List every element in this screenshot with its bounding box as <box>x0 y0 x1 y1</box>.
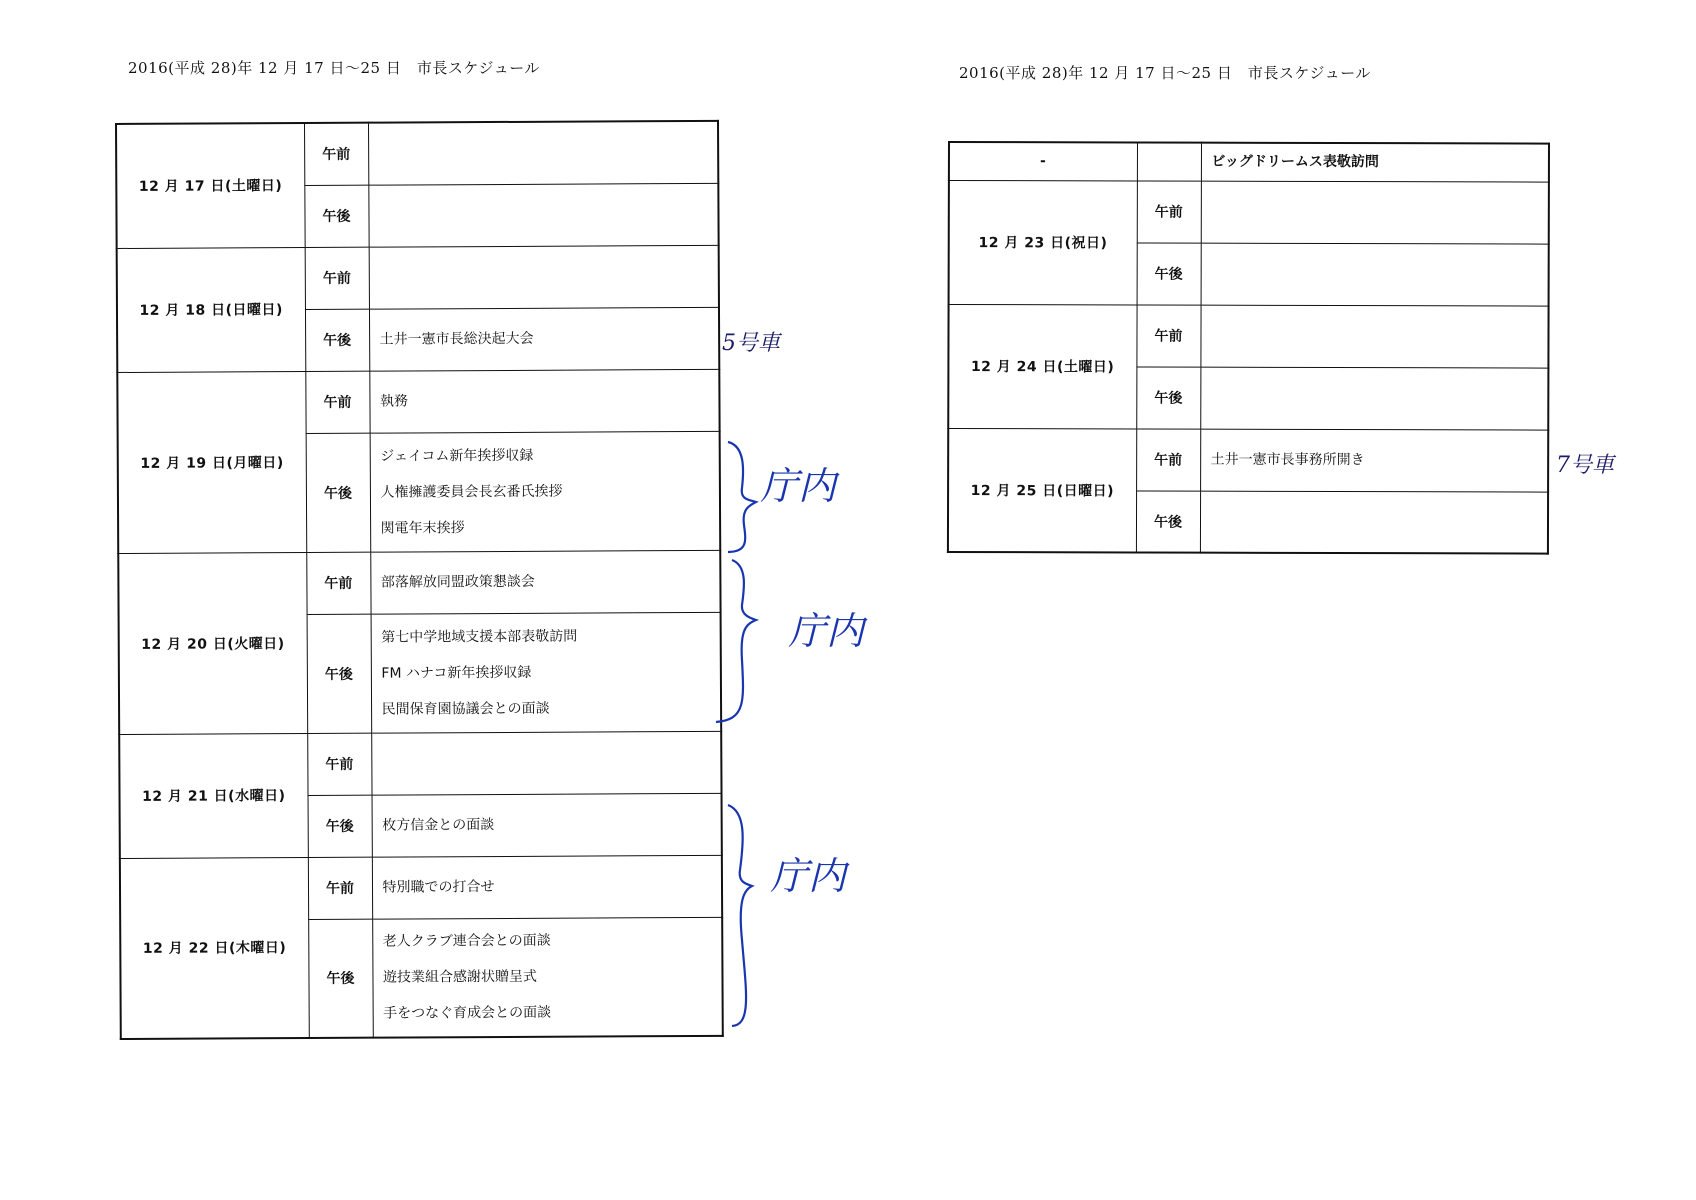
period-am: 午前 <box>305 371 369 433</box>
event-item: 土井一憲市長事務所開き <box>1210 451 1365 469</box>
event-item: 特別職での打合せ <box>382 879 495 896</box>
period-am: 午前 <box>306 552 370 614</box>
period-pm: 午後 <box>1136 490 1200 552</box>
handwritten-note-office-3: 庁内 <box>770 854 847 898</box>
brace-3 <box>728 805 752 1026</box>
table-row <box>117 369 719 434</box>
period-am: 午前 <box>308 857 372 919</box>
handwritten-note-car5: 5号車 <box>722 331 780 356</box>
table-row <box>949 180 1549 244</box>
table-row <box>120 855 722 920</box>
date-cell: 12 月 24 日(土曜日) <box>948 304 1136 428</box>
events-cell <box>372 917 723 1038</box>
events-cell <box>372 855 722 919</box>
table-row <box>949 142 1549 182</box>
period-pm: 午後 <box>307 614 372 733</box>
events-cell <box>370 431 721 552</box>
event-item: 枚方信金との面談 <box>382 817 495 834</box>
table-row <box>948 428 1548 492</box>
event-item: 執務 <box>379 393 409 410</box>
period-am: 午前 <box>304 123 368 185</box>
date-cell: - <box>949 142 1137 180</box>
date-cell: 12 月 19 日(月曜日) <box>117 371 306 553</box>
period-pm: 午後 <box>1137 242 1201 304</box>
event-item: 民間保育園協議会との面談 <box>381 700 550 718</box>
event-item: 関電年末挨拶 <box>380 519 465 537</box>
table-row <box>116 121 718 186</box>
events-cell <box>1200 429 1548 492</box>
date-cell: 12 月 18 日(日曜日) <box>117 247 306 372</box>
period-pm: 午後 <box>308 919 373 1038</box>
date-cell: 12 月 21 日(水曜日) <box>119 733 308 858</box>
events-cell <box>369 245 719 309</box>
schedule-table-left <box>115 120 724 1040</box>
period-am: 午前 <box>1137 180 1201 242</box>
events-cell <box>1201 243 1549 306</box>
period-pm: 午後 <box>1136 366 1200 428</box>
event-item: 人権擁護委員会長玄番氏挨拶 <box>380 483 563 501</box>
period-pm: 午後 <box>308 795 372 857</box>
event-item: 手をつなぐ育成会との面談 <box>383 1004 552 1022</box>
period-am: 午前 <box>1136 428 1200 490</box>
period-am: 午前 <box>1136 304 1200 366</box>
date-cell: 12 月 23 日(祝日) <box>949 180 1137 304</box>
period-am: 午前 <box>307 733 371 795</box>
handwritten-note-car7: 7号車 <box>1556 453 1614 478</box>
event-item: ビッグドリームス表敬訪問 <box>1211 153 1379 171</box>
events-cell <box>372 793 722 857</box>
events-cell <box>371 612 722 733</box>
events-cell <box>368 121 718 185</box>
events-cell <box>368 183 718 247</box>
events-cell <box>369 307 719 371</box>
date-cell: 12 月 17 日(土曜日) <box>116 123 305 248</box>
event-item: 部落解放同盟政策懇談会 <box>380 573 535 591</box>
table-row <box>948 304 1548 368</box>
date-cell: 12 月 25 日(日曜日) <box>948 428 1136 552</box>
event-item: 遊技業組合感謝状贈呈式 <box>382 969 538 986</box>
page-title-left: 2016(平成 28)年 12 月 17 日～25 日 市長スケジュール <box>128 59 540 77</box>
handwritten-note-office-2: 庁内 <box>788 609 865 653</box>
brace-1 <box>728 442 756 552</box>
event-item: 老人クラブ連合会との面談 <box>382 932 551 950</box>
events-cell <box>1200 305 1548 368</box>
events-cell <box>369 369 719 433</box>
events-cell <box>371 731 721 795</box>
events-cell <box>1201 143 1549 182</box>
period-pm: 午後 <box>306 433 371 552</box>
period-am: 午前 <box>305 247 369 309</box>
period-cell <box>1137 142 1201 180</box>
handwritten-note-office-1: 庁内 <box>760 464 837 508</box>
event-item: ジェイコム新年挨拶収録 <box>380 447 534 465</box>
event-item: 土井一憲市長総決起大会 <box>379 330 534 348</box>
period-pm: 午後 <box>305 309 369 371</box>
events-cell <box>1201 181 1549 244</box>
period-pm: 午後 <box>304 185 368 247</box>
event-item: FM ハナコ新年挨拶収録 <box>381 664 532 682</box>
date-cell: 12 月 22 日(木曜日) <box>120 857 309 1039</box>
events-cell <box>1200 367 1548 430</box>
events-cell <box>370 550 720 614</box>
page-title-right: 2016(平成 28)年 12 月 17 日～25 日 市長スケジュール <box>959 64 1371 82</box>
table-row <box>118 550 720 615</box>
schedule-table-right <box>947 141 1550 555</box>
event-item: 第七中学地域支援本部表敬訪問 <box>381 628 578 646</box>
date-cell: 12 月 20 日(火曜日) <box>118 552 307 734</box>
table-row <box>119 731 721 796</box>
events-cell <box>1200 491 1548 554</box>
table-row <box>117 245 719 310</box>
